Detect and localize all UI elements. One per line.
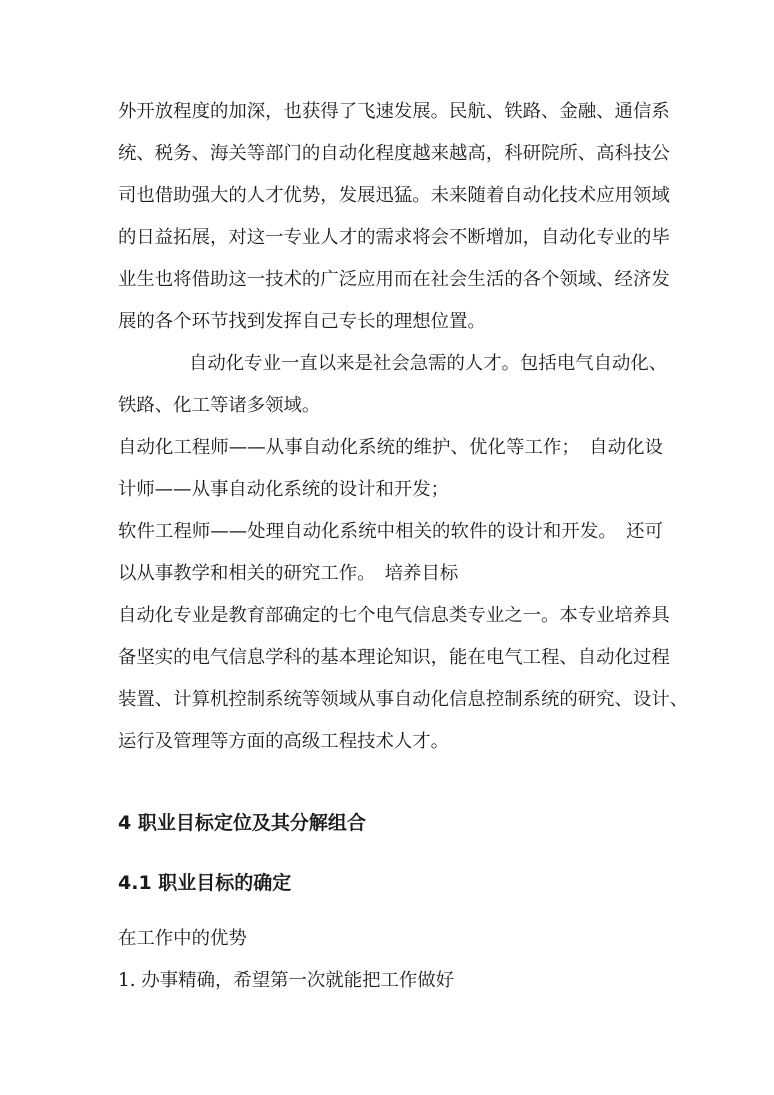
- section-4-1-heading: 4.1 职业目标的确定: [118, 872, 292, 894]
- paragraph2-line-1: 自动化专业一直以来是社会急需的人才。包括电气自动化、: [189, 353, 668, 374]
- paragraph1-line-5: 业生也将借助这一技术的广泛应用而在社会生活的各个领域、经济发: [118, 269, 670, 290]
- paragraph2-line-2: 铁路、化工等诸多领域。: [118, 395, 321, 416]
- paragraph1-line-2: 统、税务、海关等部门的自动化程度越来越高，科研院所、高科技公: [118, 143, 670, 164]
- paragraph1-line-6: 展的各个环节找到发挥自己专长的理想位置。: [118, 311, 486, 332]
- paragraph1-line-3: 司也借助强大的人才优势，发展迅猛。未来随着自动化技术应用领域: [118, 185, 670, 206]
- strengths-heading: 在工作中的优势: [118, 928, 247, 949]
- paragraph5-line-4: 运行及管理等方面的高级工程技术人才。: [118, 731, 450, 752]
- paragraph4-line-2: 以从事教学和相关的研究工作。 培养目标: [118, 563, 459, 584]
- strengths-item-1: 1. 办事精确，希望第一次就能把工作做好: [118, 970, 455, 991]
- paragraph3-line-2: 计师——从事自动化系统的设计和开发；: [118, 479, 450, 500]
- paragraph5-line-3: 装置、计算机控制系统等领域从事自动化信息控制系统的研究、设计、: [118, 689, 689, 710]
- paragraph5-line-1: 自动化专业是教育部确定的七个电气信息类专业之一。本专业培养具: [118, 605, 670, 626]
- section-4-heading: 4 职业目标定位及其分解组合: [118, 812, 366, 834]
- paragraph4-line-1: 软件工程师——处理自动化系统中相关的软件的设计和开发。 还可: [118, 521, 663, 542]
- paragraph3-line-1: 自动化工程师——从事自动化系统的维护、优化等工作； 自动化设: [118, 437, 663, 458]
- paragraph1-line-4: 的日益拓展，对这一专业人才的需求将会不断增加，自动化专业的毕: [118, 227, 670, 248]
- paragraph5-line-2: 备坚实的电气信息学科的基本理论知识，能在电气工程、自动化过程: [118, 647, 670, 668]
- paragraph1-line-1: 外开放程度的加深，也获得了飞速发展。民航、铁路、金融、通信系: [118, 101, 670, 122]
